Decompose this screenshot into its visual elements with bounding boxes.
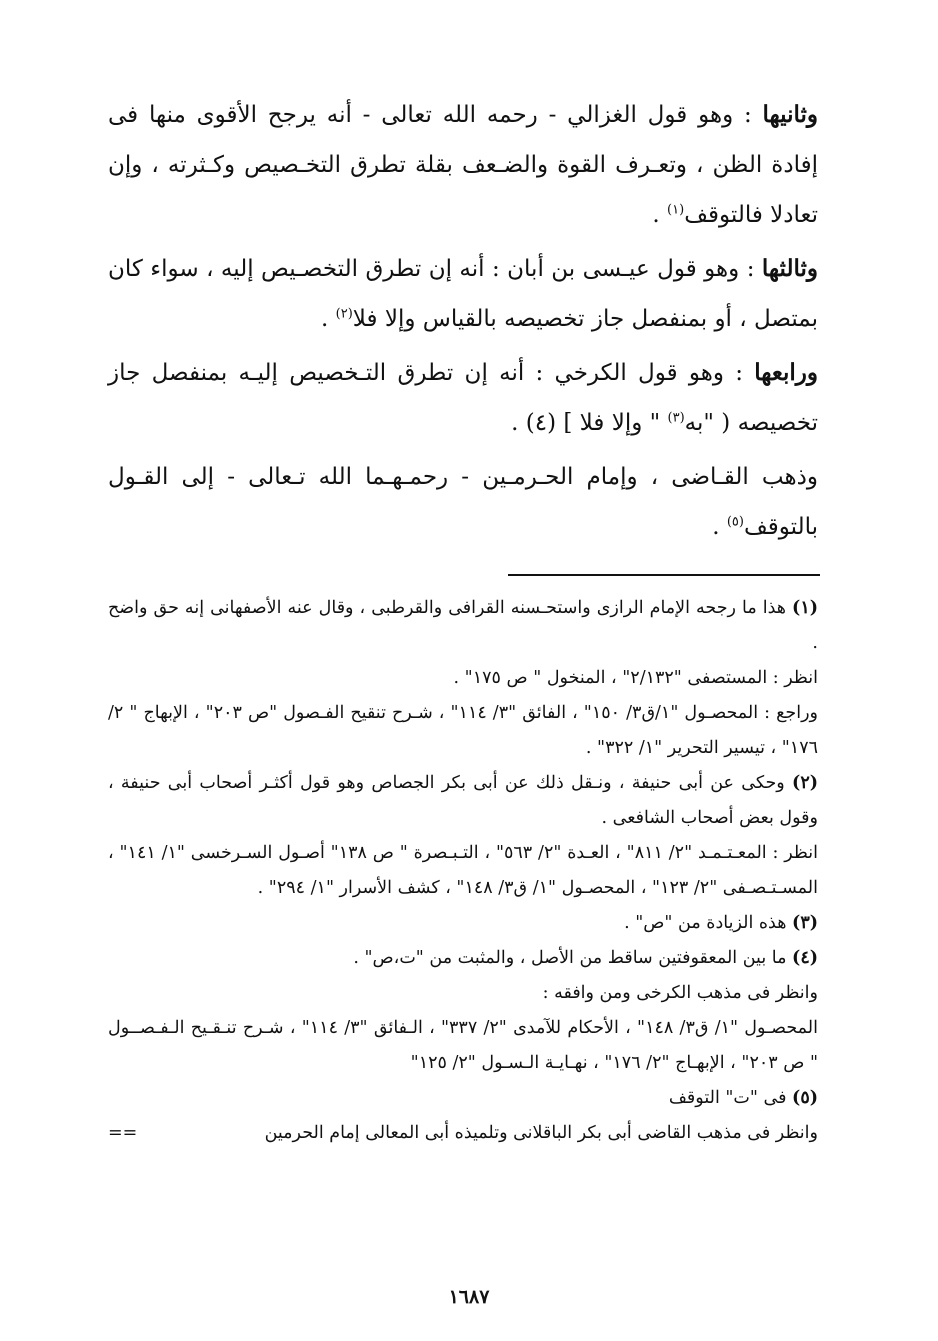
paragraph-tail: . bbox=[652, 202, 668, 228]
paragraph-tail: . bbox=[321, 306, 336, 332]
footnote-2-line: انظر : المعـتـمـد "٢/ ٨١١" ، العـدة "٢/ ٥٦٣" ، التـبـصرة " ص ١٣٨" أصـول السـرخسى "١/ ١٤١" ، المسـتـصـفى "٢/ ١٢٣" ، المحصـول "١/ ق٣/ ١٤٨" ، كشف الأسرار "١/ ٢٩٤" . bbox=[108, 843, 818, 898]
footnote-1 bbox=[108, 591, 818, 661]
footnote-4-line: وانظر فى مذهب الكرخى ومن وافقه : bbox=[542, 983, 818, 1003]
footnote-text: هذا ما رجحه الإمام الرازى واستحـسنه القرافى والقرطبى ، وقال عنه الأصفهانى إنه حق واضح . bbox=[108, 598, 818, 653]
footnote-number: (٤) bbox=[792, 948, 818, 968]
paragraph-text: : وهو قول الغزالي - رحمه الله تعالى - أنه يرجح الأقوى منها فى إفادة الظن ، وتعـرف القوة والضـعف بقلة تطرق التخـصيص وكـثرته ، وإن تعادلا فالتوقف bbox=[108, 102, 818, 228]
footnote-text: ما بين المعقوفتين ساقط من الأصل ، والمثبت من "ت،ص" . bbox=[353, 948, 793, 968]
footnote-number: (٢) bbox=[792, 773, 818, 793]
footnote-5-line bbox=[108, 1116, 818, 1151]
paragraph-tail: " وإلا فلا ] (٤) . bbox=[511, 410, 668, 436]
paragraph-lead: وثانيها bbox=[762, 101, 818, 128]
footnote-text: وحكى عن أبى حنيفة ، ونـقل ذلك عن أبى بكر الجصاص وهو قول أكثـر أصحاب أبى حنيفة ، وقول بعض أصحاب الشافعى . bbox=[108, 773, 818, 828]
footnote-number: (٣) bbox=[792, 913, 818, 933]
footnote-2 bbox=[108, 766, 818, 836]
footnote-4-line: المحصـول "١/ ق٣/ ١٤٨" ، الأحكام للآمدى "٢/ ٣٣٧" ، الـفائق "٣/ ١١٤" ، شـرح تنـقـيح الـفـصــول " ص ٢٠٣" ، الإبهـاج "٢/ ١٧٦" ، نهـايـة الـسـول "٢/ ١٢٥" bbox=[108, 1018, 818, 1073]
footnote-ref[interactable]: (٥) bbox=[726, 514, 744, 530]
paragraph-text: وذهب القـاضى ، وإمام الحـرمـين - رحمـهـما الله تـعالى - إلى القـول بالتوقف bbox=[108, 464, 818, 540]
footnote-text: هذه الزيادة من "ص" . bbox=[624, 913, 793, 933]
paragraph-third-opinion bbox=[108, 244, 818, 344]
footnote-text: فى "ت" التوقف bbox=[668, 1088, 793, 1108]
paragraph-tail: . bbox=[712, 514, 727, 540]
footnote-ref[interactable]: (٢) bbox=[335, 306, 353, 322]
paragraph-text: : وهو قول الكرخي : أنه إن تطرق التـخصيص إليـه بمنفصل جاز تخصيصه ( "به bbox=[108, 360, 818, 436]
footnote-ref[interactable]: (٣) bbox=[667, 410, 685, 426]
paragraph-text: : وهو قول عيـسى بن أبان : أنه إن تطرق التخصـيص إليه ، سواء كان بمتصل ، أو بمنفصل جاز تخصيصه بالقياس وإلا فلا bbox=[108, 256, 818, 332]
page-number: ١٦٨٧ bbox=[448, 1286, 490, 1308]
paragraph-qadi-opinion bbox=[108, 452, 818, 552]
footnote-ref[interactable]: (١) bbox=[667, 202, 685, 218]
footnote-3 bbox=[108, 906, 818, 941]
footnotes bbox=[108, 591, 818, 1151]
footnote-text: وانظر فى مذهب القاضى أبى بكر الباقلانى وتلميذه أبى المعالى إمام الحرمين bbox=[264, 1123, 818, 1143]
footnote-5 bbox=[108, 1081, 818, 1116]
footnote-separator bbox=[508, 574, 820, 576]
footnote-1-line: وراجع : المحصـول "١/ق٣/ ١٥٠" ، الفائق "٣/ ١١٤" ، شـرح تنقيح الفـصول "ص ٢٠٣" ، الإبهاج " ٢/ ١٧٦" ، تيسير التحرير "١/ ٣٢٢" . bbox=[108, 703, 818, 758]
footnote-number: (١) bbox=[792, 598, 818, 618]
paragraph-second-opinion bbox=[108, 90, 818, 240]
footnote-4 bbox=[108, 941, 818, 976]
continuation-mark: == bbox=[108, 1123, 138, 1143]
paragraph-lead: وثالثها bbox=[761, 255, 818, 282]
paragraph-fourth-opinion bbox=[108, 348, 818, 448]
main-text bbox=[108, 90, 818, 556]
footnote-number: (٥) bbox=[792, 1088, 818, 1108]
footnote-1-line: انظر : المستصفى "٢/١٣٢" ، المنخول " ص ١٧٥" . bbox=[453, 668, 818, 688]
paragraph-lead: ورابعها bbox=[754, 359, 818, 386]
